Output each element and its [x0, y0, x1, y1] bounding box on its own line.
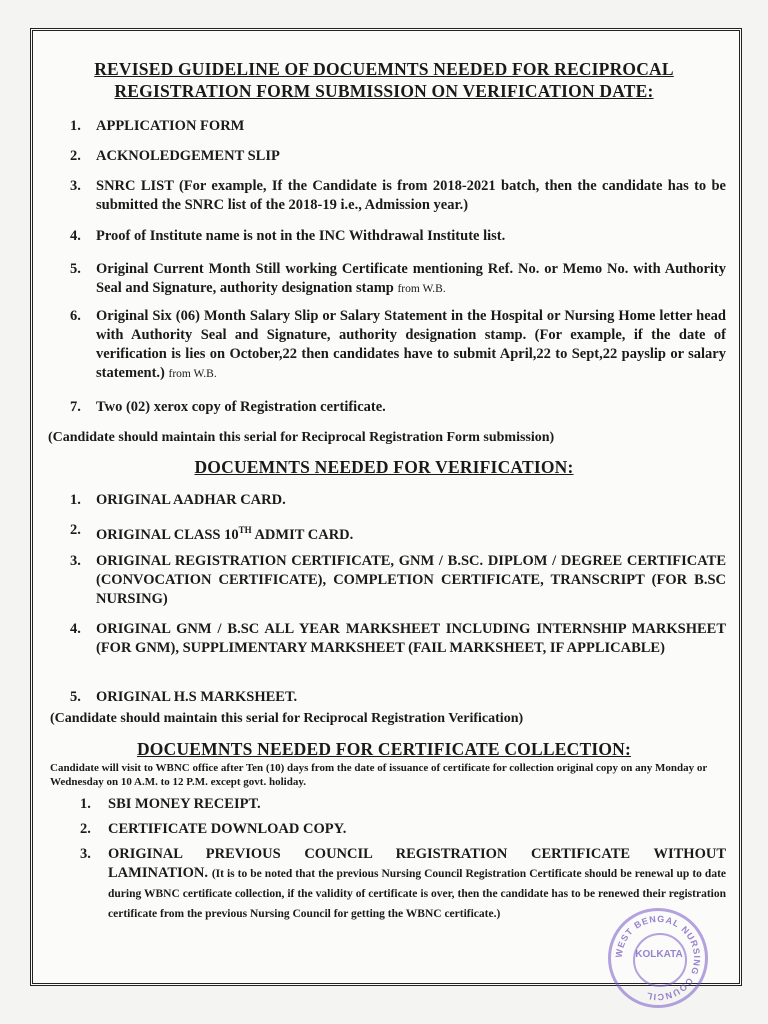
item-text-after: ADMIT CARD. [251, 526, 354, 543]
stamp-center-text: KOLKATA [635, 949, 683, 960]
section2-heading: DOCUEMNTS NEEDED FOR VERIFICATION: [194, 457, 574, 477]
item-text: Original Six (06) Month Salary Slip or Salary Statement in the Hospital or Nursing Home letter head with Authority Seal and Signature, authority designation stamp. (For example, if the date of verification is lies on October,22 then candidates have to submit April,22 to Sept,22 payslip or salary statement.) [96, 308, 726, 381]
item-number: 5. [70, 261, 81, 277]
title-line-1: REVISED GUIDELINE OF DOCUEMNTS NEEDED FOR RECIPROCAL [94, 59, 674, 79]
title-line-2: REGISTRATION FORM SUBMISSION ON VERIFICATION DATE: [114, 81, 654, 101]
list-item [70, 398, 726, 417]
list-item [80, 820, 726, 839]
list-item [70, 117, 710, 136]
stamp-inner-circle [633, 933, 687, 987]
item-number: 7. [70, 399, 81, 415]
item-number: 2. [80, 821, 91, 837]
item-text: Original Current Month Still working Certificate mentioning Ref. No. or Memo No. with Authority Seal and Signature, authority designation stamp [96, 261, 726, 296]
list-item [70, 620, 726, 658]
item-text: ORIGINAL PREVIOUS COUNCIL REGISTRATION CERTIFICATE WITHOUT LAMINATION. [108, 846, 726, 881]
item-superscript: TH [238, 525, 252, 535]
list-item [70, 491, 726, 510]
item-text: ORIGINAL H.S MARKSHEET. [96, 689, 298, 705]
list-item [80, 795, 726, 814]
item-text: Two (02) xerox copy of Registration certificate. [96, 399, 386, 415]
item-text: SNRC LIST (For example, If the Candidate is from 2018-2021 batch, then the candidate has to be submitted the SNRC list of the 2018-19 i.e., Admission year.) [96, 178, 726, 213]
item-text: ACKNOLEDGEMENT SLIP [96, 148, 280, 164]
item-number: 4. [70, 621, 81, 637]
stamp-outer-text: WEST BENGAL NURSING COUNCIL [613, 913, 703, 1003]
list-item [70, 552, 726, 609]
item-suffix: from W.B. [168, 368, 217, 380]
item-text: CERTIFICATE DOWNLOAD COPY. [108, 821, 347, 837]
item-text: ORIGINAL CLASS 10 [96, 526, 239, 543]
list-item [70, 260, 726, 299]
item-text: ORIGINAL REGISTRATION CERTIFICATE, GNM / B.SC. DIPLOM / DEGREE CERTIFICATE (CONVOCATION CERTIFICATE), COMPLETION CERTIFICATE, TRANSCRIPT (FOR B.SC NURSING) [96, 553, 726, 607]
item-number: 3. [80, 846, 91, 862]
item-number: 2. [70, 148, 81, 164]
item-suffix: from W.B. [397, 283, 446, 295]
item-number: 1. [80, 796, 91, 812]
council-stamp [608, 908, 708, 1008]
section1-note: (Candidate should maintain this serial for Reciprocal Registration Form submission) [48, 430, 555, 445]
item-number: 1. [70, 492, 81, 508]
item-number: 5. [70, 689, 81, 705]
item-text: APPLICATION FORM [96, 118, 245, 134]
section3-intro: Candidate will visit to WBNC office after Ten (10) days from the date of issuance of certificate for collection original copy on any Monday or Wednesday on 10 A.M. to 12 P.M. except govt. holiday. [50, 762, 708, 788]
section3-heading: DOCUEMNTS NEEDED FOR CERTIFICATE COLLECTION: [136, 739, 632, 759]
list-item [70, 177, 726, 215]
item-text: Proof of Institute name is not in the INC Withdrawal Institute list. [96, 228, 506, 244]
item-number: 3. [70, 553, 81, 569]
item-text: SBI MONEY RECEIPT. [108, 796, 261, 812]
item-number: 4. [70, 228, 81, 244]
item-number: 1. [70, 118, 81, 134]
item-number: 6. [70, 308, 81, 324]
item-number: 3. [70, 178, 81, 194]
list-item [70, 227, 726, 246]
item-text: ORIGINAL GNM / B.SC ALL YEAR MARKSHEET INCLUDING INTERNSHIP MARKSHEET (FOR GNM), SUPPLIMENTARY MARKSHEET (FAIL MARKSHEET, IF APPLICABLE) [96, 621, 726, 656]
item-detail: (It is to be noted that the previous Nursing Council Registration Certificate should be renewal up to date during WBNC certificate collection, if the validity of certificate is over, then the candidate has to be renewed their registration certificate from the previous Nursing Council for getting the WBNC certificate.) [108, 868, 727, 920]
list-item [70, 147, 710, 166]
list-item [70, 307, 726, 384]
list-item [70, 521, 726, 545]
item-text: ORIGINAL AADHAR CARD. [96, 492, 286, 508]
list-item [70, 688, 726, 707]
section2-note: (Candidate should maintain this serial for Reciprocal Registration Verification) [50, 711, 524, 726]
item-number: 2. [70, 522, 81, 538]
